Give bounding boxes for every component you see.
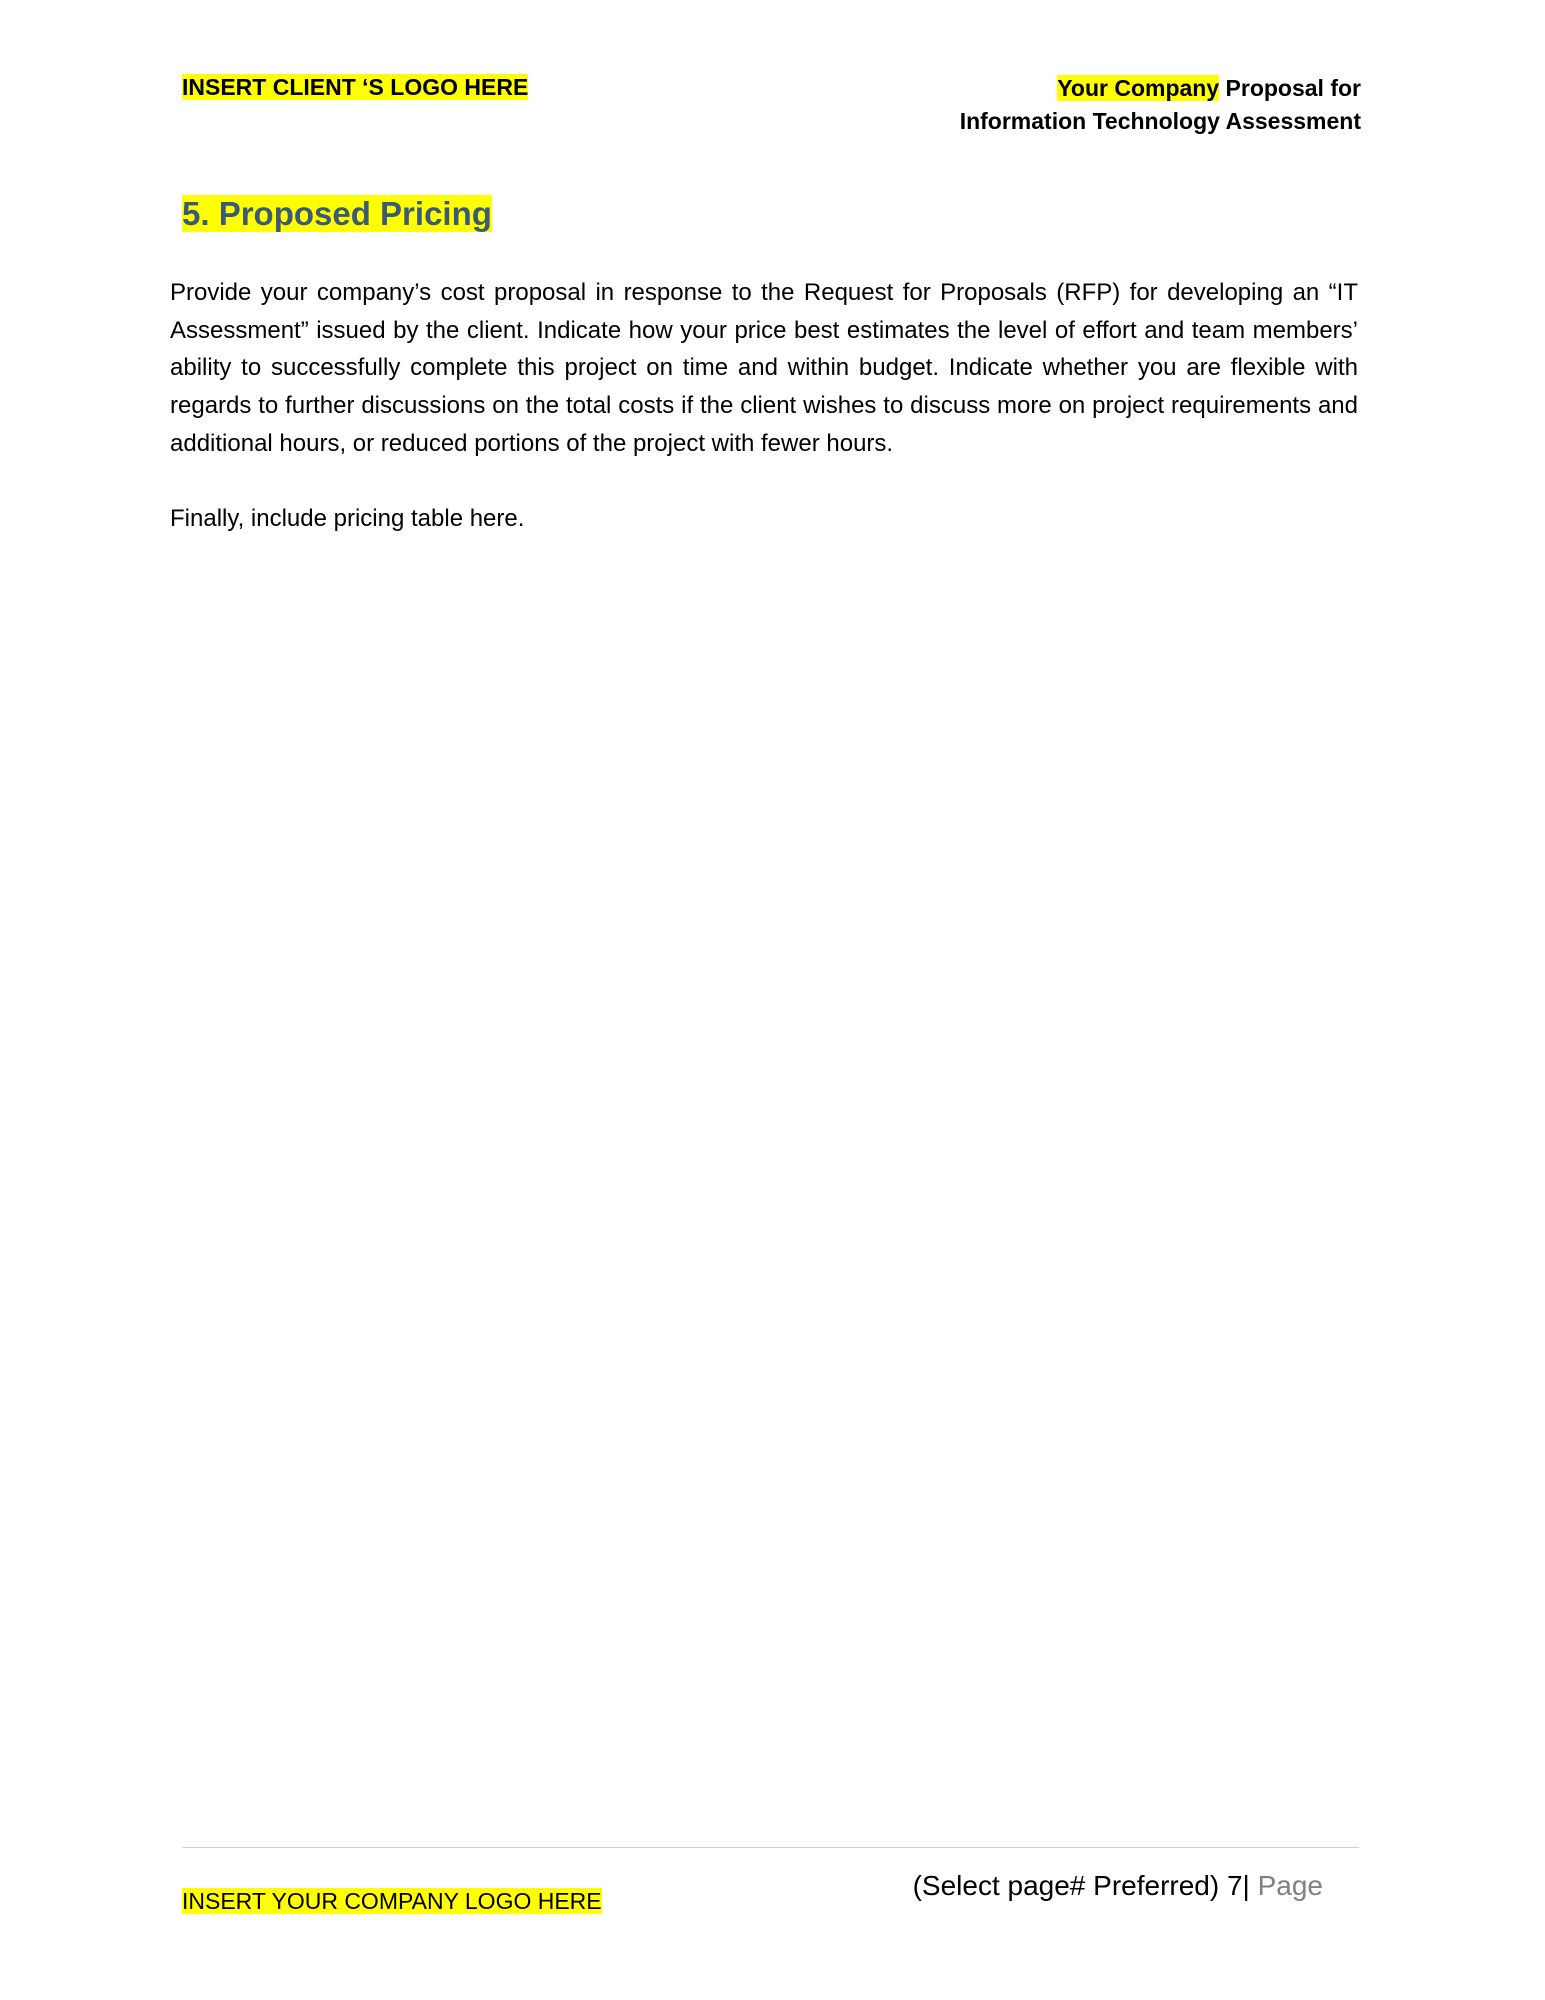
footer-divider — [182, 1847, 1359, 1848]
company-logo-placeholder-text: INSERT YOUR COMPANY LOGO HERE — [182, 1888, 602, 1914]
company-logo-placeholder — [182, 1886, 602, 1916]
page-word: Page — [1249, 1870, 1323, 1901]
section-heading — [182, 192, 492, 236]
pricing-instructions-paragraph: Provide your company’s cost proposal in response to the Request for Proposals (RFP) for developing an “IT Assessment” issued by the client. Indicate how your price best estimates the level of effort and team members’ ability to successfully complete this project on time and within budget. Indicate whether you are flexible with regards to further discussions on the total costs if the client wishes to discuss more on project requirements and additional hours, or reduced portions of the project with fewer hours. — [170, 279, 1358, 457]
proposal-title-line1 — [661, 72, 1361, 105]
client-logo-placeholder-text: INSERT CLIENT ‘S LOGO HERE — [182, 74, 529, 100]
page-number-prefix: (Select page# Preferred) 7 — [912, 1870, 1243, 1901]
section-heading-text: 5. Proposed Pricing — [182, 195, 492, 232]
proposal-title-suffix: Proposal for — [1219, 75, 1361, 101]
page-number — [913, 1868, 1323, 1904]
pricing-table-instruction: Finally, include pricing table here. — [170, 505, 525, 532]
page-number-separator: | — [1242, 1870, 1250, 1901]
client-logo-placeholder — [182, 72, 528, 102]
proposal-title-line2: Information Technology Assessment — [959, 108, 1361, 134]
proposal-header-title — [661, 72, 1361, 138]
company-name-placeholder: Your Company — [1057, 75, 1220, 101]
